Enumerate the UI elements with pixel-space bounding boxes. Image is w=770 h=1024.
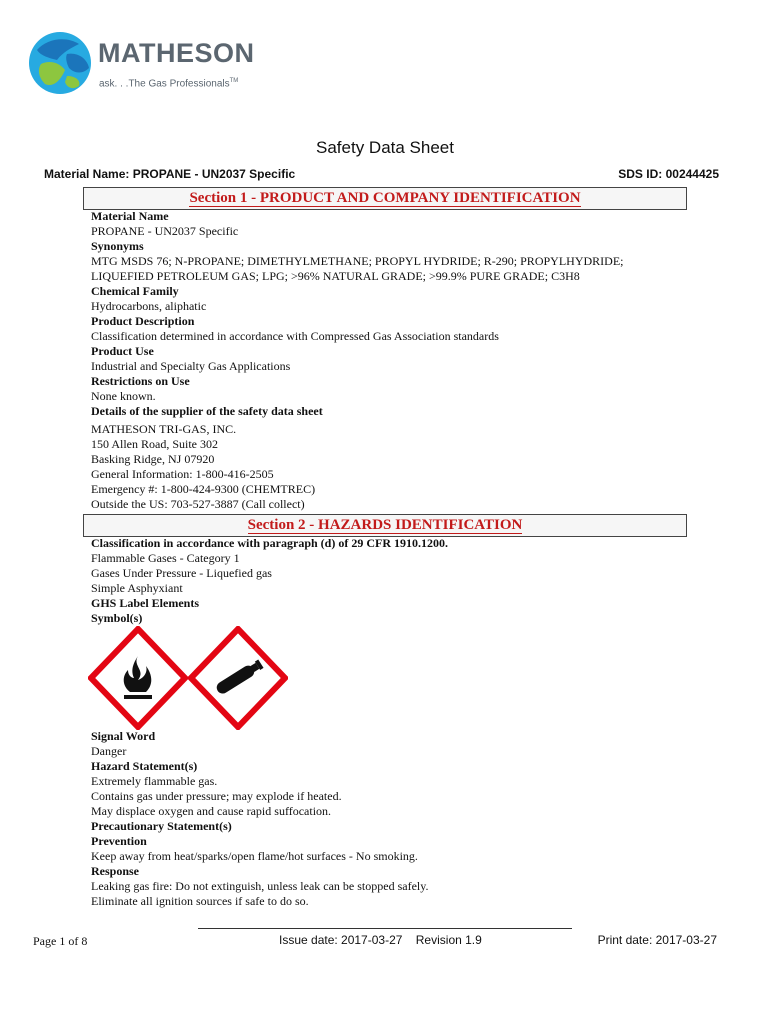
section-2-statements	[91, 729, 428, 909]
classification-line: Flammable Gases - Category 1	[91, 551, 240, 565]
classification-line: Gases Under Pressure - Liquefied gas	[91, 566, 272, 580]
issue-date: Issue date: 2017-03-27	[279, 933, 403, 947]
ghs-label: GHS Label Elements	[91, 596, 200, 610]
material-name-header: Material Name: PROPANE - UN2037 Specific	[44, 167, 296, 181]
brand-tagline: ask. . .The Gas Professionals™	[99, 78, 239, 90]
globe-icon	[27, 30, 93, 96]
section-2-heading: Section 2 - HAZARDS IDENTIFICATION	[83, 514, 687, 537]
brand-name: MATHESON	[98, 38, 255, 68]
classification-line: Simple Asphyxiant	[91, 581, 183, 595]
restrictions-value: None known.	[91, 389, 156, 403]
supplier-line: Emergency #: 1-800-424-9300 (CHEMTREC)	[91, 482, 316, 496]
section-1-body	[91, 209, 623, 512]
symbols-label: Symbol(s)	[91, 611, 143, 625]
gas-cylinder-icon	[188, 626, 288, 730]
product-description-label: Product Description	[91, 314, 195, 328]
material-name-value: PROPANE - UN2037 Specific	[91, 224, 239, 238]
chemical-family-value: Hydrocarbons, aliphatic	[91, 299, 207, 313]
flame-icon	[88, 626, 188, 730]
supplier-line: MATHESON TRI-GAS, INC.	[91, 422, 237, 436]
print-date: Print date: 2017-03-27	[597, 933, 717, 947]
signal-word-label: Signal Word	[91, 729, 156, 743]
section-1-heading: Section 1 - PRODUCT AND COMPANY IDENTIFICATION	[83, 187, 687, 210]
supplier-line: 150 Allen Road, Suite 302	[91, 437, 218, 451]
supplier-label: Details of the supplier of the safety data sheet	[91, 404, 323, 418]
hazard-line: Contains gas under pressure; may explode if heated.	[91, 789, 342, 803]
supplier-line: Outside the US: 703-527-3887 (Call collect)	[91, 497, 305, 511]
revision: Revision 1.9	[415, 933, 482, 947]
response-line: Leaking gas fire: Do not extinguish, unless leak can be stopped safely.	[91, 879, 429, 893]
sds-id: SDS ID: 00244425	[618, 167, 719, 181]
hazard-line: Extremely flammable gas.	[91, 774, 218, 788]
prevention-value: Keep away from heat/sparks/open flame/hot surfaces - No smoking.	[91, 849, 418, 863]
page-number: Page 1 of 8	[33, 934, 88, 948]
synonyms-label: Synonyms	[91, 239, 144, 253]
response-label: Response	[91, 864, 140, 878]
supplier-line: Basking Ridge, NJ 07920	[91, 452, 215, 466]
issue-revision	[279, 933, 482, 947]
synonyms-line: MTG MSDS 76; N-PROPANE; DIMETHYLMETHANE; PROPYL HYDRIDE; R-290; PROPYLHYDRIDE;	[91, 254, 624, 268]
prevention-label: Prevention	[91, 834, 147, 848]
product-use-value: Industrial and Specialty Gas Applications	[91, 359, 291, 373]
precautionary-label: Precautionary Statement(s)	[91, 819, 232, 833]
section-2-body	[91, 536, 448, 626]
classification-label: Classification in accordance with paragraph (d) of 29 CFR 1910.1200.	[91, 536, 448, 550]
signal-word-value: Danger	[91, 744, 127, 758]
document-title: Safety Data Sheet	[316, 138, 454, 157]
product-use-label: Product Use	[91, 344, 154, 358]
footer-divider	[198, 928, 572, 929]
synonyms-line: LIQUEFIED PETROLEUM GAS; LPG; >96% NATURAL GRADE; >99.9% PURE GRADE; C3H8	[91, 269, 580, 283]
product-description-value: Classification determined in accordance with Compressed Gas Association standards	[91, 329, 499, 343]
restrictions-label: Restrictions on Use	[91, 374, 190, 388]
hazard-line: May displace oxygen and cause rapid suffocation.	[91, 804, 332, 818]
chemical-family-label: Chemical Family	[91, 284, 179, 298]
hazard-statements-label: Hazard Statement(s)	[91, 759, 198, 773]
material-name-label: Material Name	[91, 209, 169, 223]
supplier-line: General Information: 1-800-416-2505	[91, 467, 274, 481]
ghs-pictograms	[88, 626, 288, 730]
response-line: Eliminate all ignition sources if safe to do so.	[91, 894, 309, 908]
